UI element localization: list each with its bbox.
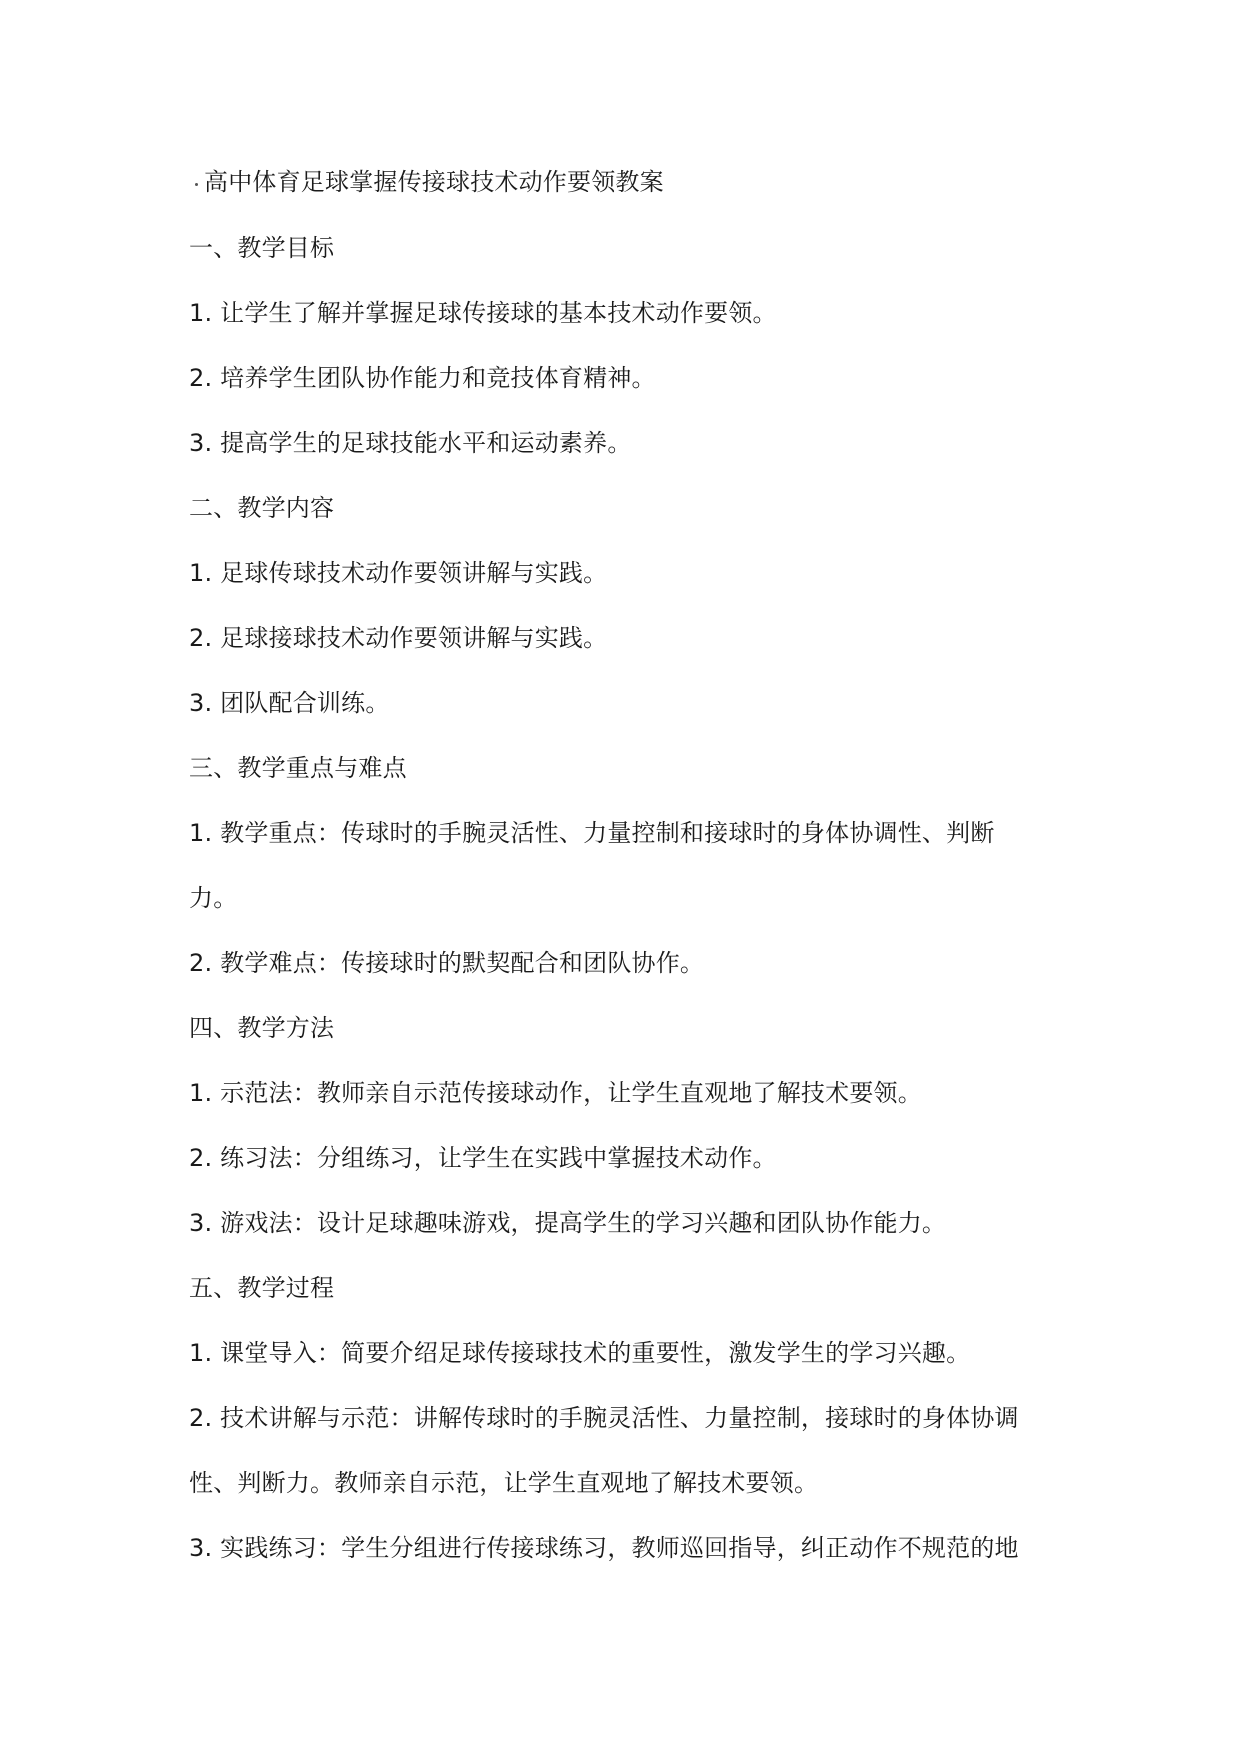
paragraph-line: 3. 团队配合训练。 bbox=[189, 689, 390, 717]
paragraph-line: 2. 足球接球技术动作要领讲解与实践。 bbox=[189, 624, 608, 652]
section-heading-content: 二、教学内容 bbox=[189, 494, 335, 522]
paragraph-line: 3. 实践练习：学生分组进行传接球练习，教师巡回指导，纠正动作不规范的地 bbox=[189, 1534, 1019, 1562]
section-heading-process: 五、教学过程 bbox=[189, 1274, 335, 1302]
paragraph-line: 1. 示范法：教师亲自示范传接球动作，让学生直观地了解技术要领。 bbox=[189, 1079, 922, 1107]
paragraph-line: 1. 课堂导入：简要介绍足球传接球技术的重要性，激发学生的学习兴趣。 bbox=[189, 1339, 971, 1367]
paragraph-line: 1. 教学重点：传球时的手腕灵活性、力量控制和接球时的身体协调性、判断 bbox=[189, 819, 995, 847]
document-title: 高中体育足球掌握传接球技术动作要领教案 bbox=[204, 168, 664, 196]
section-heading-objectives: 一、教学目标 bbox=[189, 234, 335, 262]
paragraph-line: 2. 练习法：分组练习，让学生在实践中掌握技术动作。 bbox=[189, 1144, 777, 1172]
section-heading-methods: 四、教学方法 bbox=[189, 1014, 335, 1042]
paragraph-line: 性、判断力。教师亲自示范，让学生直观地了解技术要领。 bbox=[189, 1469, 819, 1497]
paragraph-line: 2. 技术讲解与示范：讲解传球时的手腕灵活性、力量控制，接球时的身体协调 bbox=[189, 1404, 1019, 1432]
paragraph-line: 3. 游戏法：设计足球趣味游戏，提高学生的学习兴趣和团队协作能力。 bbox=[189, 1209, 947, 1237]
title-bullet-mark bbox=[195, 183, 198, 186]
paragraph-line: 2. 教学难点：传接球时的默契配合和团队协作。 bbox=[189, 949, 705, 977]
paragraph-line: 力。 bbox=[189, 884, 238, 912]
paragraph-line: 2. 培养学生团队协作能力和竞技体育精神。 bbox=[189, 364, 656, 392]
section-heading-key-points: 三、教学重点与难点 bbox=[189, 754, 407, 782]
paragraph-line: 3. 提高学生的足球技能水平和运动素养。 bbox=[189, 429, 632, 457]
paragraph-line: 1. 足球传球技术动作要领讲解与实践。 bbox=[189, 559, 608, 587]
paragraph-line: 1. 让学生了解并掌握足球传接球的基本技术动作要领。 bbox=[189, 299, 777, 327]
